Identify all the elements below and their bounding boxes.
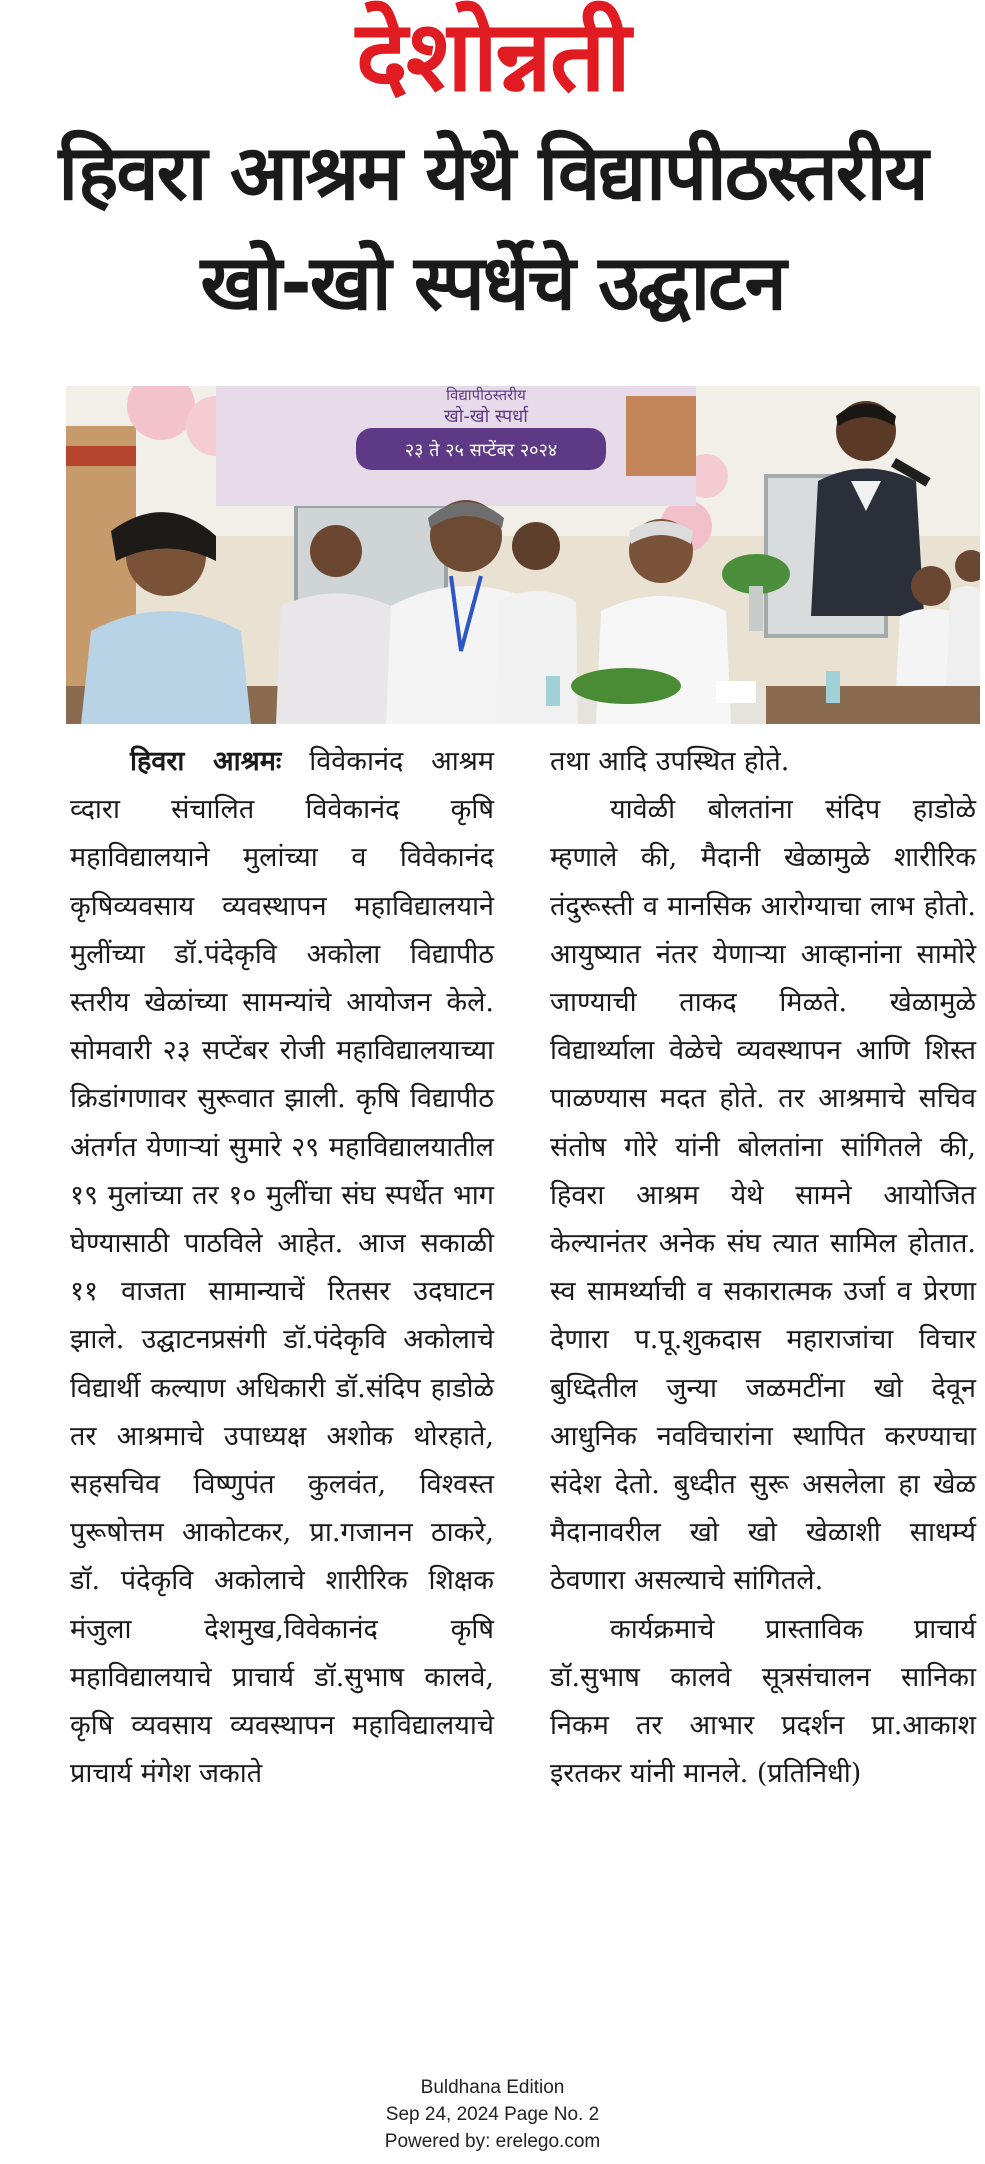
article-headline: [30, 118, 955, 338]
article-photo: [66, 386, 980, 724]
article-paragraph: यावेळी बोलतांना संदिप हाडोळे म्हणाले की, मैदानी खेळामुळे शारीरिक तंदुरूस्ती व मानसिक आरोग्याचा लाभ होतो. आयुष्यात नंतर येणाऱ्या आव्हानांना सामोरे जाण्याची ताकद मिळते. खेळामुळे विद्यार्थ्याला वेळेचे व्यवस्थापन आणि शिस्त पाळण्यास मदत होते. तर आश्रमाचे सचिव संतोष गोरे यांनी बोलतांना सांगितले की, हिवरा आश्रम येथे सामने आयोजित केल्यानंतर अनेक संघ त्यात सामिल होतात. स्व सामर्थ्याची व सकारात्मक उर्जा व प्रेरणा देणारा प.पू.शुकदास महाराजांचा विचार बुध्दितील जुन्या जळमटींना खो देवून आधुनिक नवविचारांना स्थापित करण्याचा संदेश देतो. बुध्दीत सुरू असलेला हा खेळ मैदानावरील खो खो खेळाशी साधर्म्य ठेवणारा असल्याचे सांगितले.: [550, 794, 976, 1597]
footer-date-page: Sep 24, 2024 Page No. 2: [385, 2104, 600, 2125]
footer-edition: Buldhana Edition: [420, 2077, 565, 2098]
banner-dates: २३ ते २५ सप्टेंबर २०२४: [404, 440, 558, 461]
article-column-right: [550, 738, 976, 1798]
newspaper-masthead: देशोन्नती: [355, 0, 630, 114]
article-paragraph: कार्यक्रमाचे प्रास्ताविक प्राचार्य डॉ.सुभाष कालवे सूत्रसंचालन सानिका निकम तर आभार प्रदर्शन प्रा.आकाश इरतकर यांनी मानले. (प्रतिनिधी): [550, 1613, 976, 1790]
banner-title: विद्यापीठस्तरीय: [446, 386, 526, 404]
banner-subtitle: खो-खो स्पर्धा: [444, 406, 528, 427]
headline-line-2: खो-खो स्पर्धेचे उद्घाटन: [200, 238, 785, 327]
article-column-left: [70, 738, 494, 1798]
footer-powered-by: Powered by: erelego.com: [384, 2131, 601, 2152]
headline-line-1: हिवरा आश्रम येथे विद्यापीठस्तरीय: [58, 128, 927, 217]
article-body-text: विवेकानंद आश्रम व्दारा संचालित विवेकानंद कृषि महाविद्यालयाने मुलांच्या व विवेकानंद कृषिव्यवसाय व्यवस्थापन महाविद्यालयाने मुलींच्या डॉ.पंदेकृवि अकोला विद्यापीठ स्तरीय खेळांच्या सामन्यांचे आयोजन केले. सोमवारी २३ सप्टेंबर रोजी महाविद्यालयाच्या क्रिडांगणावर सुरूवात झाली. कृषि विद्यापीठ अंतर्गत येणाऱ्यां सुमारे २९ महाविद्यालयातील १९ मुलांच्या तर १० मुलींचा संघ स्पर्धेत भाग घेण्यासाठी पाठविले आहेत. आज सकाळी ११ वाजता सामान्याचें रितसर उदघाटन झाले. उद्घाटनप्रसंगी डॉ.पंदेकृवि अकोलाचे विद्यार्थी कल्याण अधिकारी डॉ.संदिप हाडोळे तर आश्रमाचे उपाध्यक्ष अशोक थोरहाते, सहसचिव विष्णुपंत कुलवंत, विश्वस्त पुरूषोत्तम आकोटकर, प्रा.गजानन ठाकरे, डॉ. पंदेकृवि अकोलाचे शारीरिक शिक्षक मंजुला देशमुख,विवेकानंद कृषि महाविद्यालयाचे प्राचार्य डॉ.सुभाष कालवे, कृषि व्यवसाय व्यवस्थापन महाविद्यालयाचे प्राचार्य मंगेश जकाते: [70, 746, 494, 1790]
article-paragraph: [70, 738, 494, 1798]
article-paragraph: तथा आदि उपस्थित होते.: [550, 746, 790, 777]
article-dateline: हिवरा आश्रमः: [130, 746, 282, 777]
